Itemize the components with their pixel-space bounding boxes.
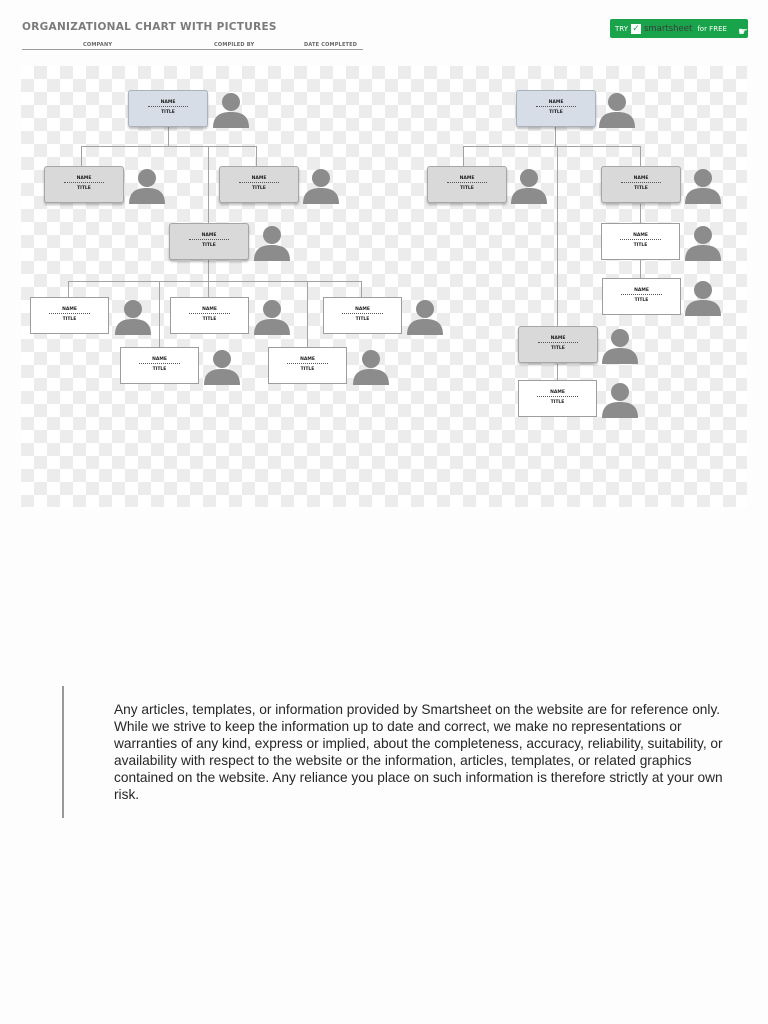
node-title: TITLE	[634, 186, 648, 191]
connector-line	[81, 146, 82, 167]
connector-line	[256, 146, 257, 167]
person-avatar-icon	[597, 90, 637, 132]
org-node-box	[170, 297, 249, 334]
node-divider	[64, 182, 105, 183]
person-avatar-icon	[600, 326, 640, 368]
node-divider	[536, 106, 577, 107]
person-avatar-icon	[351, 347, 391, 389]
org-node-box	[120, 347, 199, 384]
connector-line	[463, 146, 464, 167]
banner-suffix: for FREE	[697, 24, 727, 33]
org-node-box	[323, 297, 402, 334]
node-title: TITLE	[633, 243, 648, 248]
node-name: NAME	[550, 336, 566, 341]
node-divider	[189, 239, 230, 240]
person-avatar-icon	[683, 278, 723, 320]
disclaimer-bar	[62, 686, 64, 818]
node-divider	[49, 313, 89, 314]
header-underline	[22, 49, 363, 50]
node-name: NAME	[251, 176, 267, 181]
connector-line	[168, 126, 169, 146]
connector-line	[640, 204, 641, 224]
org-node-box	[601, 166, 681, 203]
person-avatar-icon	[202, 347, 242, 389]
header-label-compiled-by: COMPILED BY	[214, 42, 255, 48]
org-node-box	[268, 347, 347, 384]
person-avatar-icon	[211, 90, 251, 132]
check-icon: ✓	[632, 23, 640, 34]
node-title: TITLE	[460, 186, 474, 191]
node-title: TITLE	[549, 110, 563, 115]
org-chart-canvas	[21, 66, 747, 507]
node-title: TITLE	[355, 317, 370, 322]
connector-line	[68, 281, 69, 298]
org-node-box	[169, 223, 249, 260]
node-title: TITLE	[551, 346, 565, 351]
connector-line	[557, 364, 558, 381]
connector-line	[208, 281, 209, 298]
org-node-box	[30, 297, 109, 334]
org-node-box	[219, 166, 299, 203]
banner-brand: smartsheet	[643, 23, 693, 34]
node-divider	[139, 363, 179, 364]
org-node-box	[516, 90, 596, 127]
node-title: TITLE	[634, 298, 649, 303]
node-name: NAME	[634, 288, 649, 293]
org-node-box	[518, 326, 598, 363]
node-title: TITLE	[252, 186, 266, 191]
connector-line	[68, 281, 361, 282]
connector-line	[555, 126, 556, 146]
person-avatar-icon	[127, 166, 167, 208]
node-divider	[342, 313, 382, 314]
header-label-date-completed: DATE COMPLETED	[304, 42, 358, 48]
node-name: NAME	[160, 100, 176, 105]
disclaimer-text: Any articles, templates, or information provided by Smartsheet on the website are for reference only. While we strive to keep the information up to date and correct, we make no representations or warranties of any kind, express or implied, about the completeness, accuracy, reliability, suitability, or availability with respect to the website or the information, articles, templates, or related graphics contained on the website. Any reliance you place on such information is therefore strictly at your own risk.	[114, 702, 723, 803]
node-title: TITLE	[202, 243, 216, 248]
node-name: NAME	[300, 357, 315, 362]
node-name: NAME	[633, 176, 649, 181]
org-node-box	[601, 223, 680, 260]
node-divider	[189, 313, 229, 314]
org-node-box	[44, 166, 124, 203]
node-name: NAME	[152, 357, 167, 362]
node-name: NAME	[355, 307, 370, 312]
connector-line	[208, 260, 209, 281]
node-divider	[537, 396, 577, 397]
person-avatar-icon	[600, 380, 640, 422]
node-title: TITLE	[550, 400, 565, 405]
node-divider	[447, 182, 488, 183]
node-title: TITLE	[161, 110, 175, 115]
node-name: NAME	[201, 233, 217, 238]
connector-line	[640, 260, 641, 279]
node-name: NAME	[633, 233, 648, 238]
node-name: NAME	[459, 176, 475, 181]
node-divider	[538, 342, 579, 343]
node-name: NAME	[76, 176, 92, 181]
connector-line	[307, 281, 308, 348]
org-node-box	[128, 90, 208, 127]
connector-line	[557, 146, 558, 327]
node-name: NAME	[202, 307, 217, 312]
header-label-company: COMPANY	[83, 42, 113, 48]
node-divider	[620, 239, 660, 240]
node-divider	[287, 363, 327, 364]
connector-line	[208, 146, 209, 224]
person-avatar-icon	[405, 297, 445, 339]
node-title: TITLE	[202, 317, 217, 322]
page-title: ORGANIZATIONAL CHART WITH PICTURES	[22, 21, 277, 33]
node-name: NAME	[550, 390, 565, 395]
node-title: TITLE	[77, 186, 91, 191]
node-title: TITLE	[62, 317, 77, 322]
person-avatar-icon	[683, 223, 723, 265]
banner-try-label: TRY	[615, 24, 628, 33]
person-avatar-icon	[113, 297, 153, 339]
org-node-box	[427, 166, 507, 203]
node-divider	[148, 106, 189, 107]
node-divider	[239, 182, 280, 183]
connector-line	[640, 146, 641, 167]
node-title: TITLE	[300, 367, 315, 372]
node-divider	[621, 182, 662, 183]
node-name: NAME	[548, 100, 564, 105]
connector-line	[81, 146, 256, 147]
connector-line	[361, 281, 362, 298]
org-node-box	[602, 278, 681, 315]
node-name: NAME	[62, 307, 77, 312]
person-avatar-icon	[509, 166, 549, 208]
node-divider	[621, 294, 661, 295]
person-avatar-icon	[252, 223, 292, 265]
connector-line	[463, 146, 640, 147]
person-avatar-icon	[683, 166, 723, 208]
hand-cursor-icon: ☛	[738, 25, 748, 38]
node-title: TITLE	[152, 367, 167, 372]
org-node-box	[518, 380, 597, 417]
person-avatar-icon	[301, 166, 341, 208]
person-avatar-icon	[252, 297, 292, 339]
try-smartsheet-banner[interactable]	[610, 19, 748, 38]
connector-line	[159, 281, 160, 348]
